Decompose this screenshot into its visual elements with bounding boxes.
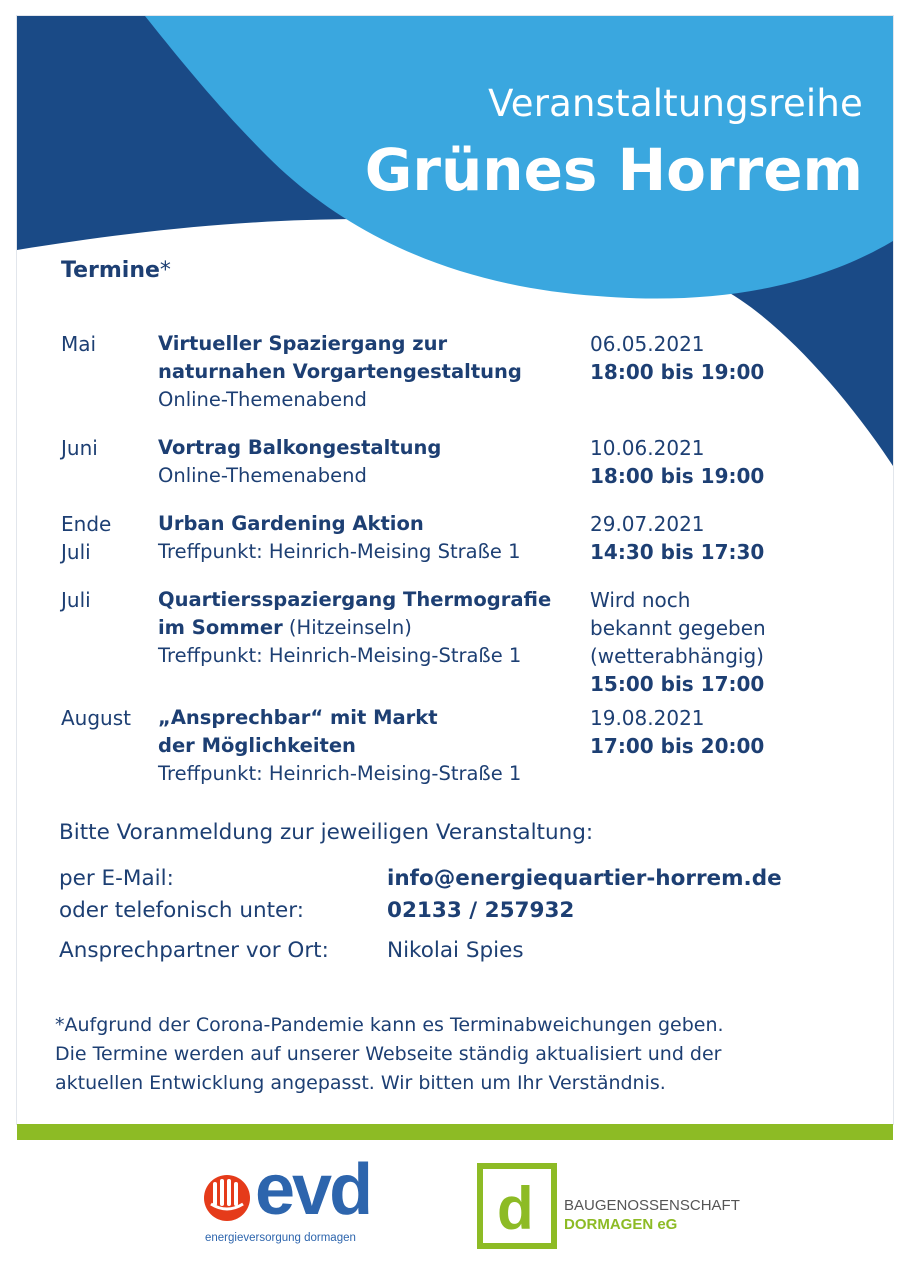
event-date: Wird noch [590,588,691,612]
event-description [158,330,598,414]
baugenossenschaft-name: BAUGENOSSENSCHAFT [564,1197,740,1214]
event-time: 17:00 bis 20:00 [590,734,765,758]
event-month [61,510,151,566]
footnote-line: aktuellen Entwicklung angepasst. Wir bitten um Ihr Verständnis. [55,1072,666,1094]
event-detail: Online-Themenabend [158,388,367,411]
evd-logo [203,1150,403,1255]
event-month [61,330,151,358]
event-description [158,510,598,566]
event-date: 10.06.2021 [590,436,705,460]
event-list [61,330,881,794]
baugenossenschaft-logo [477,1163,777,1249]
event-schedule [590,510,880,566]
event-month-text: Ende [61,512,112,536]
event-title-suffix: (Hitzeinseln) [282,616,412,639]
event-title-line: Vortrag Balkongestaltung [158,436,442,459]
event-description [158,586,598,670]
series-title: Veranstaltungsreihe [488,82,863,125]
event-detail: Online-Themenabend [158,464,367,487]
event-item [61,434,881,510]
event-detail: Treffpunkt: Heinrich-Meising-Straße 1 [158,762,522,785]
email-row [59,864,839,894]
dates-heading-text: Termine [61,258,160,283]
dates-heading-asterisk: * [159,258,171,283]
event-date: 06.05.2021 [590,332,705,356]
footnote-line: *Aufgrund der Corona-Pandemie kann es Terminabweichungen geben. [55,1014,724,1036]
phone-label: oder telefonisch unter: [59,898,304,923]
event-date: bekannt gegeben [590,616,766,640]
event-date: 19.08.2021 [590,706,705,730]
green-divider-bar [17,1124,893,1140]
email-label: per E-Mail: [59,866,174,891]
event-title-line: Quartiersspaziergang Thermografie [158,588,552,611]
event-item [61,704,881,794]
event-title-line: Virtueller Spaziergang zur [158,332,448,355]
event-month-text: Mai [61,332,97,356]
event-month-text: Juli [61,540,91,564]
event-item [61,586,881,704]
series-name: Grünes Horrem [364,136,863,204]
event-title-line: der Möglichkeiten [158,734,356,757]
event-schedule [590,330,880,386]
evd-flame-icon [203,1174,251,1222]
baugenossenschaft-d-letter: d [497,1175,534,1242]
event-description [158,704,598,788]
event-item [61,510,881,586]
baugenossenschaft-location: DORMAGEN eG [564,1216,678,1233]
phone-row [59,896,839,926]
footnote-line: Die Termine werden auf unserer Webseite ständig aktualisiert und der [55,1043,722,1065]
event-time: 14:30 bis 17:30 [590,540,765,564]
event-month-text: Juli [61,588,91,612]
contact-person-name: Nikolai Spies [387,938,524,963]
event-date: 29.07.2021 [590,512,705,536]
poster [17,16,893,1124]
contact-person-row [59,936,839,966]
baugenossenschaft-d-icon [477,1163,557,1249]
event-detail: Treffpunkt: Heinrich-Meising-Straße 1 [158,644,522,667]
event-title-line: naturnahen Vorgartengestaltung [158,360,522,383]
event-title-line-mixed [158,614,598,642]
event-schedule [590,586,880,698]
event-time: 15:00 bis 17:00 [590,672,765,696]
evd-wordmark: evd [255,1150,371,1230]
event-schedule [590,434,880,490]
event-time: 18:00 bis 19:00 [590,464,765,488]
event-month-text: August [61,706,131,730]
event-title-part: im Sommer [158,616,283,639]
event-description [158,434,598,490]
corona-footnote [55,1011,875,1098]
phone-link[interactable]: 02133 / 257932 [387,898,575,923]
event-time: 18:00 bis 19:00 [590,360,765,384]
event-month [61,586,151,614]
event-title-line: Urban Gardening Aktion [158,512,424,535]
registration-heading: Bitte Voranmeldung zur jeweiligen Veranstaltung: [59,820,594,845]
event-month [61,434,151,462]
email-link[interactable]: info@energiequartier-horrem.de [387,866,782,891]
event-item [61,330,881,434]
event-title-line: „Ansprechbar“ mit Markt [158,706,438,729]
event-schedule [590,704,880,760]
event-month [61,704,151,732]
event-detail: Treffpunkt: Heinrich-Meising Straße 1 [158,540,521,563]
dates-heading [61,258,171,283]
event-month-text: Juni [61,436,98,460]
contact-person-label: Ansprechpartner vor Ort: [59,938,329,963]
evd-tagline: energieversorgung dormagen [205,1232,356,1244]
event-date: (wetterabhängig) [590,644,764,668]
